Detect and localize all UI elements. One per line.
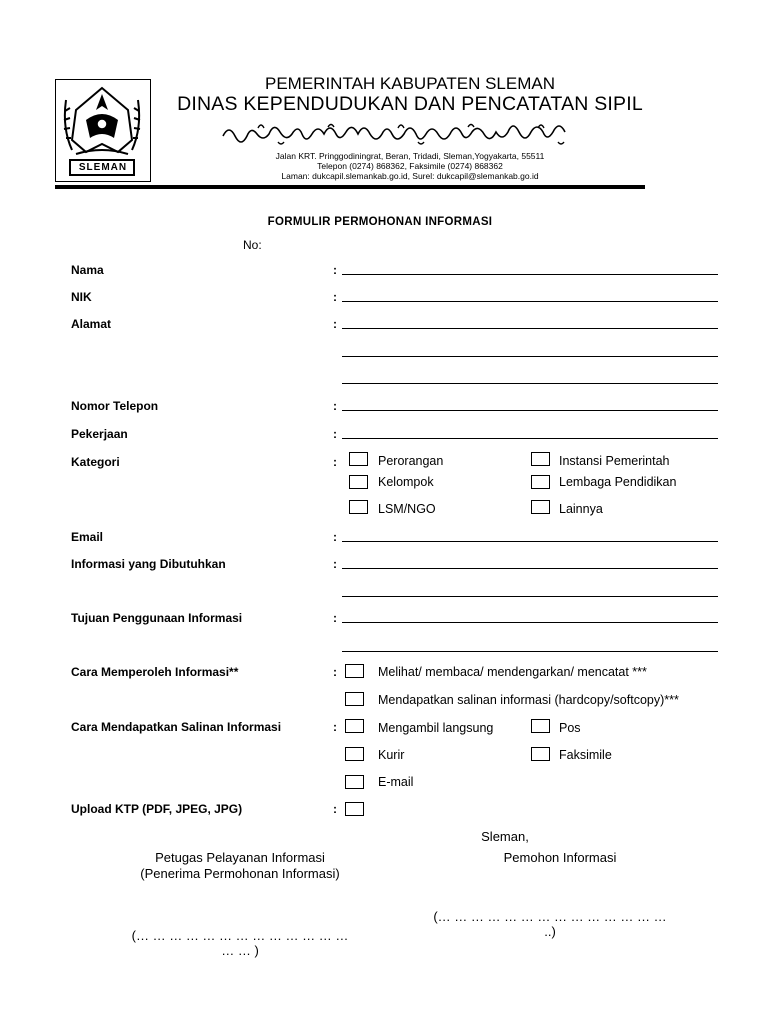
sleman-logo <box>55 79 151 182</box>
alamat-input-line-3[interactable] <box>342 383 718 384</box>
checkbox-lsm[interactable] <box>349 500 368 514</box>
colon: : <box>333 427 337 441</box>
option-lembaga: Lembaga Pendidikan <box>559 475 677 489</box>
checkbox-perorangan[interactable] <box>349 452 368 466</box>
option-lainnya: Lainnya <box>559 502 603 516</box>
checkbox-lainnya[interactable] <box>531 500 550 514</box>
option-melihat: Melihat/ membaca/ mendengarkan/ mencatat *** <box>378 665 647 679</box>
label-nik: NIK <box>71 290 92 304</box>
option-instansi: Instansi Pemerintah <box>559 454 670 468</box>
label-upload: Upload KTP (PDF, JPEG, JPG) <box>71 802 243 816</box>
option-salinan: Mendapatkan salinan informasi (hardcopy/softcopy)*** <box>378 693 679 707</box>
checkbox-langsung[interactable] <box>345 719 364 733</box>
checkbox-melihat[interactable] <box>345 664 364 678</box>
tujuan-input-line-2[interactable] <box>342 651 718 652</box>
checkbox-kurir[interactable] <box>345 747 364 761</box>
option-perorangan: Perorangan <box>378 454 444 468</box>
signature-dots-pemohon: (… … … … … … … … … … … … … … ..) <box>433 909 667 939</box>
label-tujuan: Tujuan Penggunaan Informasi <box>71 611 243 625</box>
colon: : <box>333 557 337 571</box>
tujuan-input-line-1[interactable] <box>342 622 718 623</box>
colon: : <box>333 455 337 469</box>
header-web: Laman: dukcapil.slemankab.go.id, Surel: dukcapil@slemankab.go.id <box>281 171 539 181</box>
colon: : <box>333 530 337 544</box>
label-cara-memperoleh: Cara Memperoleh Informasi** <box>71 665 239 679</box>
label-informasi: Informasi yang Dibutuhkan <box>71 557 226 571</box>
javanese-script-icon <box>218 120 608 146</box>
header-divider <box>55 185 645 189</box>
checkbox-kelompok[interactable] <box>349 475 368 489</box>
signature-place: Sleman, <box>481 829 529 844</box>
colon: : <box>333 802 337 816</box>
checkbox-lembaga[interactable] <box>531 475 550 489</box>
signature-penerima: (Penerima Permohonan Informasi) <box>140 866 340 881</box>
label-email: Email <box>71 530 104 544</box>
option-email: E-mail <box>378 775 414 789</box>
label-pekerjaan: Pekerjaan <box>71 427 128 441</box>
logo-text: SLEMAN <box>78 162 128 173</box>
option-pos: Pos <box>559 721 581 735</box>
signature-dots-petugas: (… … … … … … … … … … … … … … … ) <box>131 928 349 958</box>
header-agency: DINAS KEPENDUDUKAN DAN PENCATATAN SIPIL <box>177 93 643 115</box>
alamat-input-line-1[interactable] <box>342 328 718 329</box>
header-government: PEMERINTAH KABUPATEN SLEMAN <box>265 74 555 93</box>
colon: : <box>333 290 337 304</box>
nik-input-line[interactable] <box>342 301 718 302</box>
label-telepon: Nomor Telepon <box>71 399 159 413</box>
checkbox-faksimile[interactable] <box>531 747 550 761</box>
colon: : <box>333 720 337 734</box>
option-kurir: Kurir <box>378 748 405 762</box>
checkbox-pos[interactable] <box>531 719 550 733</box>
colon: : <box>333 263 337 277</box>
signature-petugas: Petugas Pelayanan Informasi <box>155 850 325 865</box>
header-phone: Telepon (0274) 868362, Faksimile (0274) 868362 <box>317 161 503 171</box>
option-kelompok: Kelompok <box>378 475 434 489</box>
checkbox-upload-ktp[interactable] <box>345 802 364 816</box>
form-title: FORMULIR PERMOHONAN INFORMASI <box>267 216 493 228</box>
telepon-input-line[interactable] <box>342 410 718 411</box>
header-address: Jalan KRT. Pringgodiningrat, Beran, Tridadi, Sleman,Yogyakarta, 55511 <box>275 151 545 161</box>
checkbox-salinan[interactable] <box>345 692 364 706</box>
checkbox-instansi[interactable] <box>531 452 550 466</box>
email-input-line[interactable] <box>342 541 718 542</box>
option-lsm: LSM/NGO <box>378 502 436 516</box>
nama-input-line[interactable] <box>342 274 718 275</box>
label-alamat: Alamat <box>71 317 112 331</box>
colon: : <box>333 399 337 413</box>
signature-pemohon: Pemohon Informasi <box>503 850 617 865</box>
option-faksimile: Faksimile <box>559 748 612 762</box>
label-nama: Nama <box>71 263 104 277</box>
label-cara-salinan: Cara Mendapatkan Salinan Informasi <box>71 720 282 734</box>
label-kategori: Kategori <box>71 455 120 469</box>
pekerjaan-input-line[interactable] <box>342 438 718 439</box>
colon: : <box>333 611 337 625</box>
form-number-label: No: <box>243 238 262 252</box>
colon: : <box>333 317 337 331</box>
informasi-input-line-2[interactable] <box>342 596 718 597</box>
informasi-input-line-1[interactable] <box>342 568 718 569</box>
alamat-input-line-2[interactable] <box>342 356 718 357</box>
checkbox-email[interactable] <box>345 775 364 789</box>
colon: : <box>333 665 337 679</box>
option-langsung: Mengambil langsung <box>378 721 494 735</box>
